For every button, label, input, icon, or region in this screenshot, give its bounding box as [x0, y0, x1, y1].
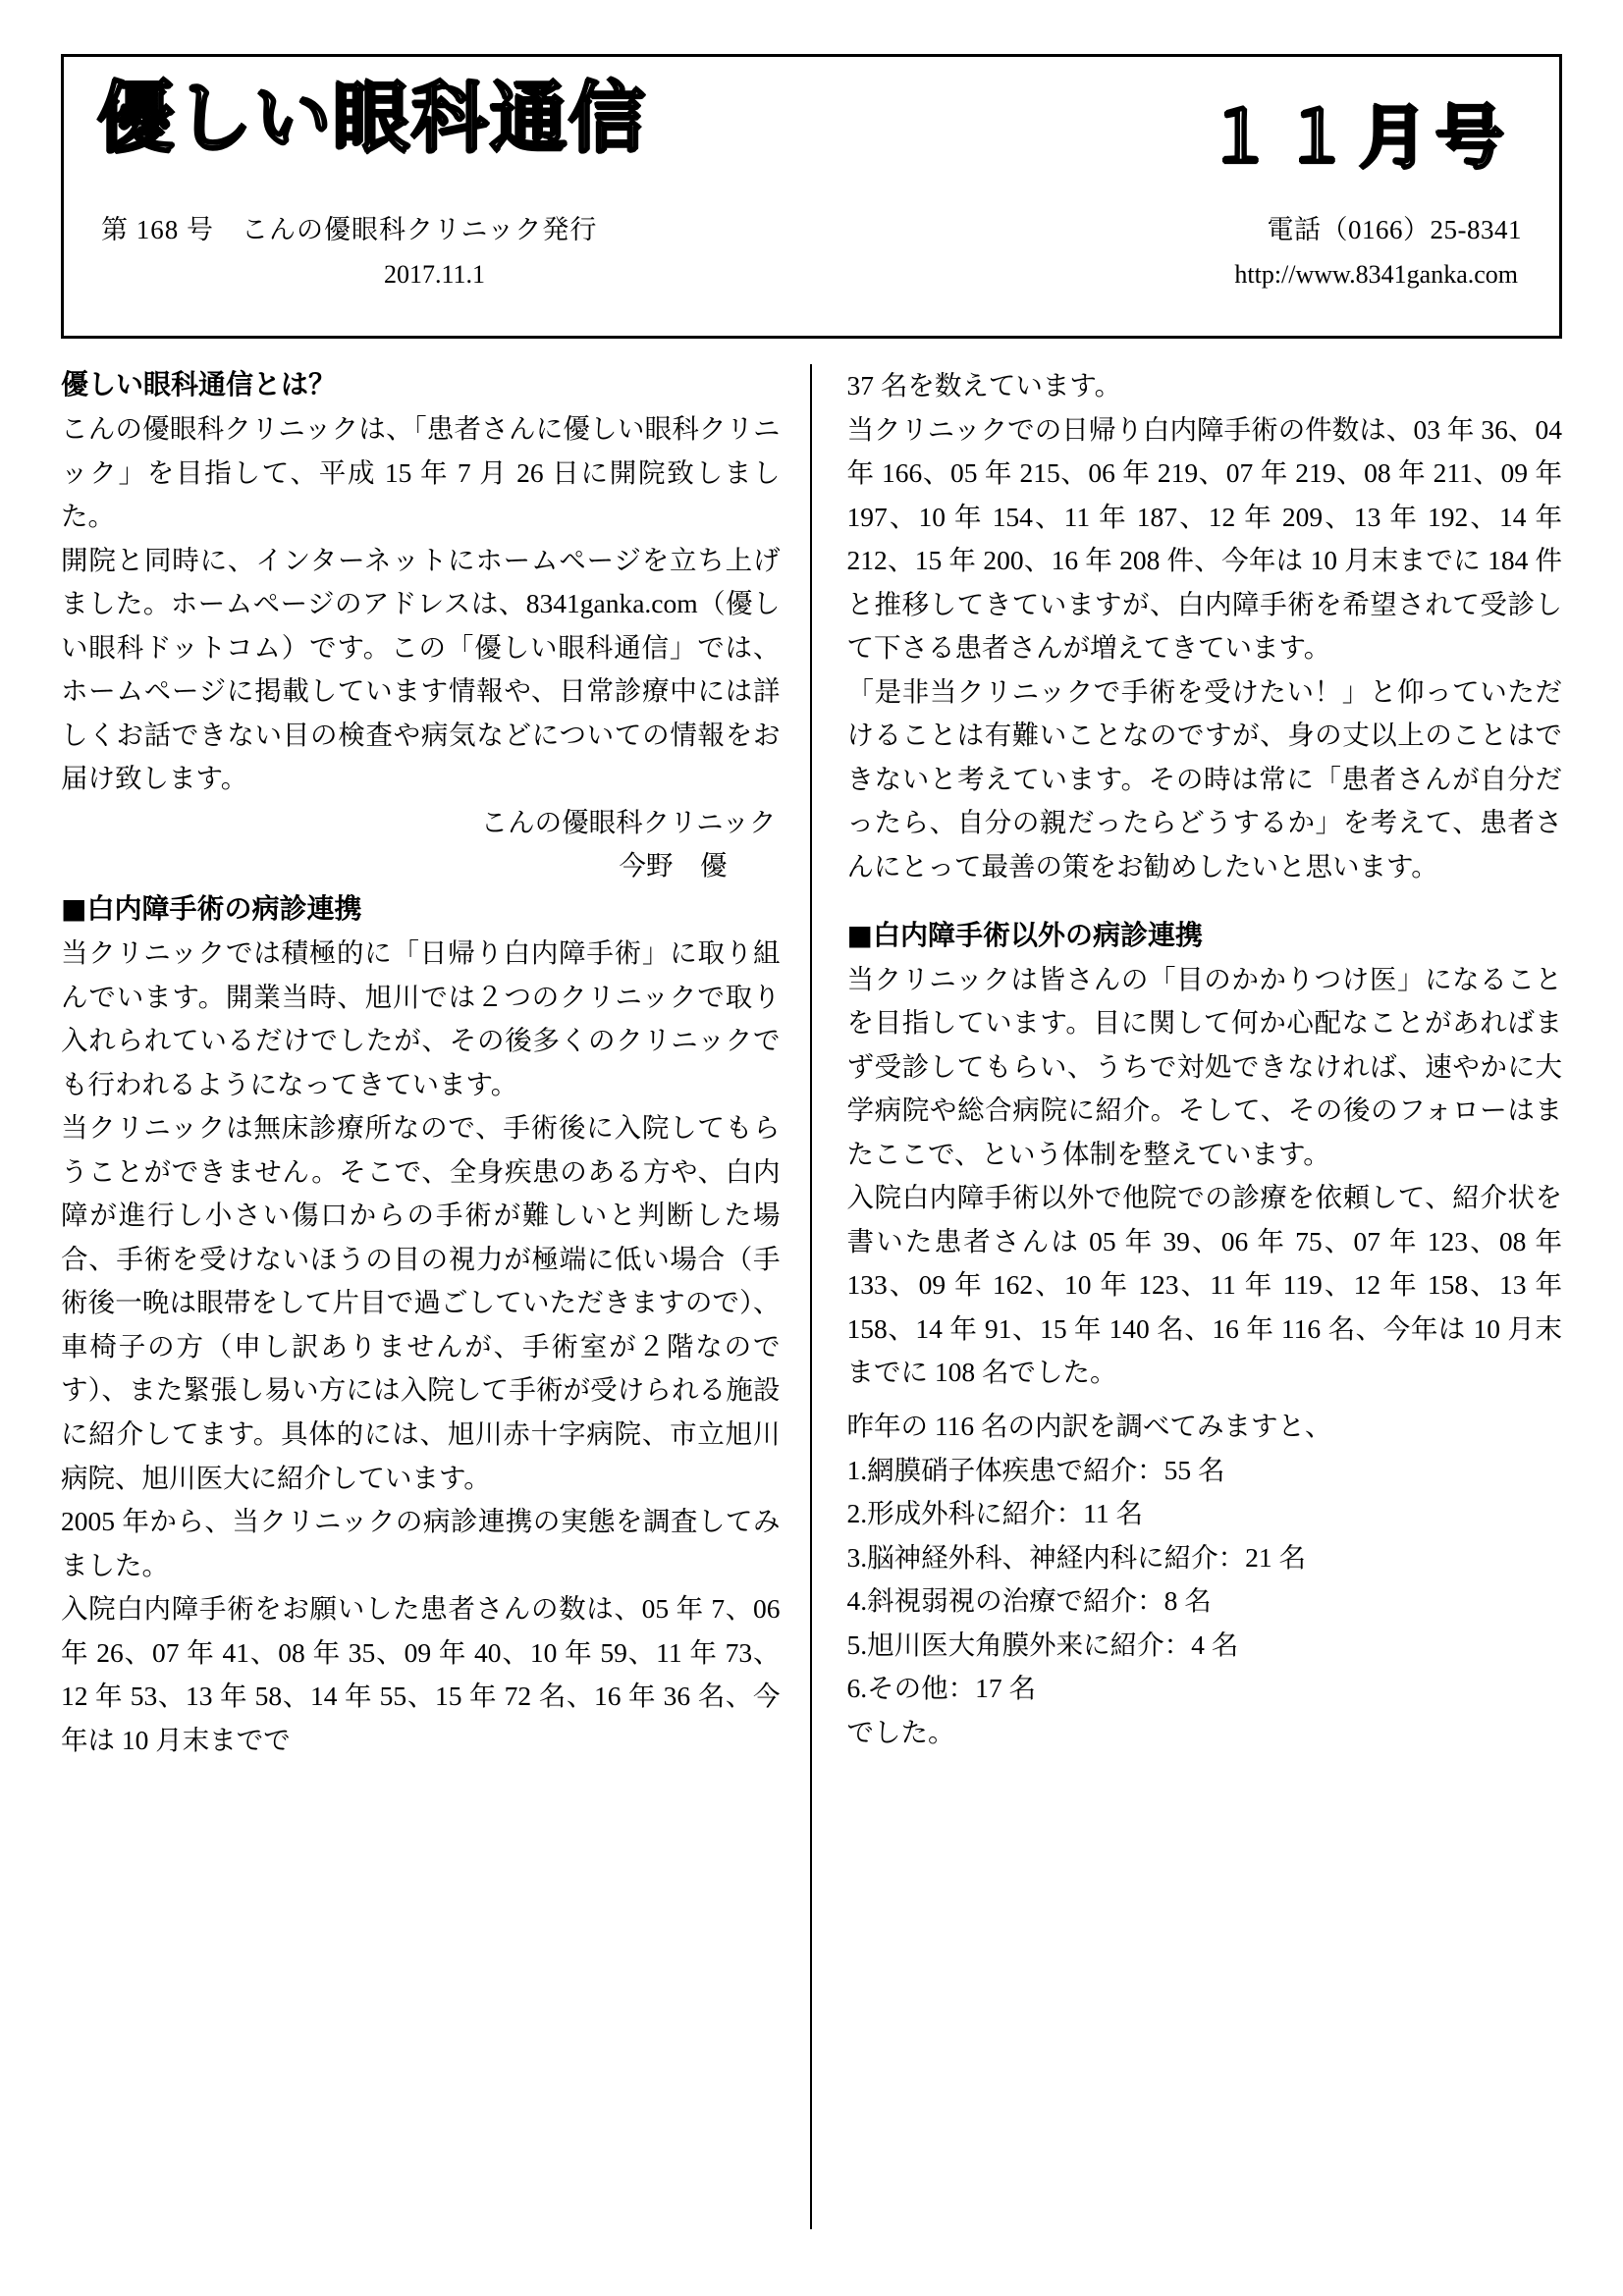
- list-item: 1.網膜硝子体疾患で紹介：55 名: [846, 1454, 1225, 1485]
- signature-name: 今野 優: [619, 850, 728, 881]
- list-item: 4.斜視弱視の治療で紹介：8 名: [846, 1585, 1212, 1617]
- left-paragraph-5: 2005 年から、当クリニックの病診連携の実態を調査してみました。: [61, 1506, 781, 1580]
- list-item: 5.旭川医大角膜外来に紹介：4 名: [846, 1629, 1239, 1660]
- website-url: http://www.8341ganka.com: [1234, 260, 1518, 289]
- left-paragraph-2: 開院と同時に、インターネットにホームページを立ち上げました。ホームページのアドレスは、8341ganka.com（優しい眼科ドットコム）です。この「優しい眼科通信」では、ホームページに掲載しています情報や、日常診療中には詳しくお話できない目の検査や病気などについての情報をお届け致します。: [61, 544, 781, 794]
- masthead-title-row: [76, 67, 1547, 194]
- list-item: 6.その他：17 名: [846, 1673, 1036, 1704]
- heading-cataract-cooperation: ■白内障手術の病診連携: [61, 892, 362, 926]
- issue-line: 第 168 号 こんの優眼科クリニック発行: [101, 215, 598, 244]
- heading-what-is-newsletter: 優しい眼科通信とは？: [61, 368, 337, 400]
- left-column: [61, 364, 812, 2229]
- heading-non-cataract-cooperation: ■白内障手術以外の病診連携: [846, 918, 1203, 951]
- publication-title: 優しい眼科通信: [97, 75, 648, 163]
- right-paragraph-5: 入院白内障手術以外で他院での診療を依頼して、紹介状を書いた患者さんは 05 年 39、06 年 75、07 年 123、08 年 133、09 年 162、10 年 123、11 年 119、12 年 158、13 年 158、14 年 91、15 年 140 名、16 年 116 名、今年は 10 月末までに 108 名でした。: [846, 1182, 1562, 1388]
- list-item: 2.形成外科に紹介：11 名: [846, 1498, 1143, 1529]
- left-paragraph-4: 当クリニックは無床診療所なので、手術後に入院してもらうことができません。そこで、全身疾患のある方や、白内障が進行し小さい傷口からの手術が難しいと判断した場合、手術を受けないほうの目の視力が極端に低い場合（手術後一晩は眼帯をして片目で過ごしていただきますので）、車椅子の方（申し訳ありませんが、手術室が２階なのです）、また緊張し易い方には入院して手術が受けられる施設に紹介してます。具体的には、旭川赤十字病院、市立旭川病院、旭川医大に紹介しています。: [61, 1112, 781, 1493]
- right-paragraph-1: 37 名を数えています。: [846, 370, 1122, 400]
- right-paragraph-2: 当クリニックでの日帰り白内障手術の件数は、03 年 36、04 年 166、05 年 215、06 年 219、07 年 219、08 年 211、09 年 197、10 年 154、11 年 187、12 年 209、13 年 192、14 年 212、15 年 200、16 年 208 件、今年は 10 月末までに 184 件と推移してきていますが、白内障手術を希望されて受診して下さる患者さんが増えてきています。: [846, 413, 1562, 664]
- masthead-issue-row: [76, 194, 1547, 246]
- right-paragraph-6: 昨年の 116 名の内訳を調べてみますと、: [846, 1411, 1332, 1442]
- body-columns: [61, 364, 1562, 2229]
- signature-clinic: こんの優眼科クリニック: [480, 806, 777, 837]
- masthead-date-row: [76, 246, 1547, 290]
- right-paragraph-3: 「是非当クリニックで手術を受けたい！」と仰っていただけることは有難いことなのですが、身の丈以上のことはできないと考えています。その時は常に「患者さんが自分だったら、自分の親だったらどうするか」を考えて、患者さんにとって最善の策をお勧めしたいと思います。: [846, 675, 1562, 882]
- left-paragraph-1: こんの優眼科クリニックは、「患者さんに優しい眼科クリニック」を目指して、平成 15 年 7 月 26 日に開院致しました。: [61, 413, 781, 532]
- phone-number: 電話（0166）25-8341: [1267, 215, 1522, 244]
- list-item: 3.脳神経外科、神経内科に紹介：21 名: [846, 1541, 1306, 1573]
- right-paragraph-4: 当クリニックは皆さんの「目のかかりつけ医」になることを目指しています。目に関して何か心配なことがあればまず受診してもらい、うちで対処できなければ、速やかに大学病院や総合病院に紹介。そして、その後のフォローはまたここで、という体制を整えています。: [846, 963, 1562, 1169]
- month-badge: １１月号: [1206, 97, 1512, 178]
- left-paragraph-6: 入院白内障手術をお願いした患者さんの数は、05 年 7、06 年 26、07 年 41、08 年 35、09 年 40、10 年 59、11 年 73、12 年 53、13 年 58、14 年 55、15 年 72 名、16 年 36 名、今年は 10 月末までで: [61, 1593, 781, 1755]
- right-column: [812, 364, 1563, 2229]
- masthead: [61, 54, 1562, 339]
- publication-date: 2017.11.1: [384, 260, 486, 289]
- right-closing: でした。: [846, 1716, 955, 1747]
- left-paragraph-3: 当クリニックでは積極的に「日帰り白内障手術」に取り組んでいます。開業当時、旭川では２つのクリニックで取り入れられているだけでしたが、その後多くのクリニックでも行われるようになってきています。: [61, 937, 781, 1099]
